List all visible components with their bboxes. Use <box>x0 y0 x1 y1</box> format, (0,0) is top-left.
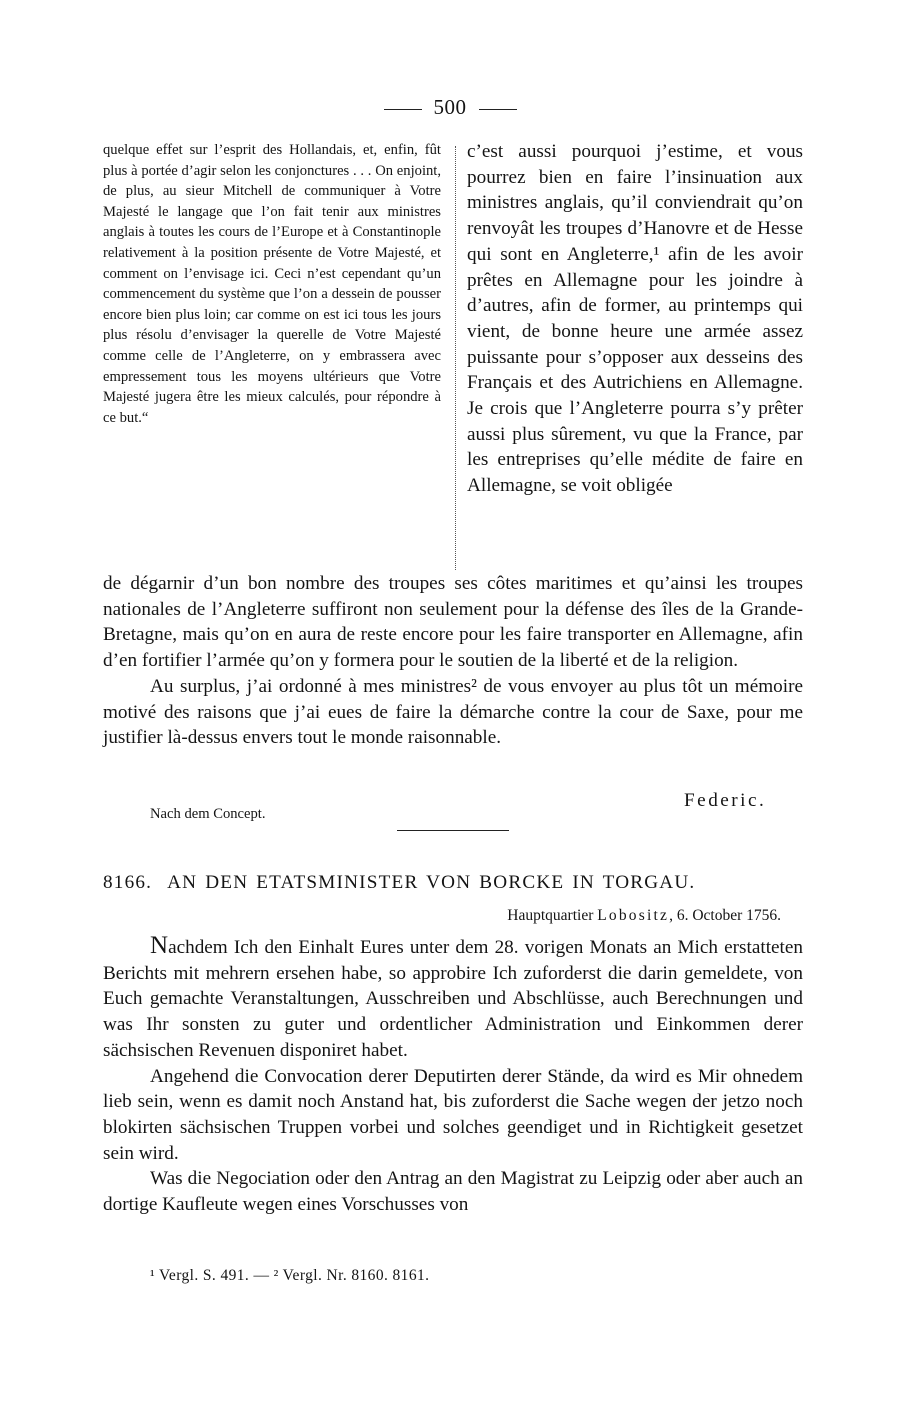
document-paragraph-2: Angehend die Convocation derer Deputirten derer Stände, da wird es Mir ohnedem lieb sein, wenn es damit noch Anstand hat, bis zuforderst die Sache wegen der jetzo noch blokirten sächsischen Truppen vorbei und solches geendiget und in Richtigkeit gesetzet sein wird. <box>103 1065 803 1164</box>
page-number-dash-left <box>384 109 422 110</box>
page-number-text: 500 <box>433 95 467 119</box>
document-heading <box>103 872 803 894</box>
letter-paragraph-2: Au surplus, j’ai ordonné à mes ministres² de vous envoyer au plus tôt un mémoire motivé des raisons que j’ai eues de faire la démarche contre la cour de Saxe, pour me justifier là-dessus envers tout le monde raisonnable. <box>103 675 803 749</box>
letter-continuation-text: de dégarnir d’un bon nombre des troupes ses côtes maritimes et qu’ainsi les troupes nationales de l’Angleterre suffiront non seulement pour la défense des îles de la Grande-Bretagne, mais qu’on en aura de reste encore pour les faire transporter en Allemagne, afin d’en fortifier l’armée qu’on y formera pour le soutien de la liberté et de la religion. <box>103 573 803 672</box>
left-column-text: quelque effet sur l’esprit des Hollandais, et, enfin, fût plus à portée d’agir selon les conjonctures . . . On enjoint, de plus, au sieur Mitchell de communiquer à Votre Majesté le langage que l’on fait tenir aux ministres anglais à toutes les cours de l’Europe et à Constantinople relativement à la position présente de Votre Majesté, et comment on l’envisage ici. Ceci n’est cependant qu’un commencement du système que l’on a dessein de pousser encore bien plus loin; car comme on est ici tous les jours plus résolu d’envisager la querelle de Votre Majesté comme celle de l’Angleterre, on y embrassera avec empressement tous les moyens ultérieurs que Votre Majesté jugera être les mieux calculés, pour répondre à ce but.“ <box>103 142 441 426</box>
page-number-dash-right <box>479 109 517 110</box>
document-body <box>103 933 803 1218</box>
signature: Federic. <box>684 790 767 811</box>
document-paragraph-1 <box>103 933 803 1064</box>
document-title: AN DEN ETATSMINISTER VON BORCKE IN TORGAU. <box>167 872 696 893</box>
document-paragraph-1-text: achdem Ich den Einhalt Eures unter dem 28. vorigen Monats an Mich erstatteten Berichts mit mehrern ersehen habe, so approbire Ich zuforderst die darin gemeldete, von Euch gemachte Veranstaltungen, Ausschreiben und Abschlüsse, auch Berechnungen und was Ihr sonsten zu guter und ordentlicher Administration und Einkommen derer sächsischen Revenuen disponiret habet. <box>103 937 803 1061</box>
drop-initial: N <box>150 932 169 959</box>
letter-continuation <box>103 571 803 751</box>
right-column-letter <box>467 139 803 499</box>
source-note: Nach dem Concept. <box>150 806 266 822</box>
dateline-suffix: , 6. October 1756. <box>669 907 781 924</box>
page-number <box>0 95 900 120</box>
footnotes: ¹ Vergl. S. 491. — ² Vergl. Nr. 8160. 8161. <box>150 1267 430 1284</box>
section-separator <box>397 830 509 831</box>
document-paragraph-3: Was die Negociation oder den Antrag an den Magistrat zu Leipzig oder aber auch an dortige Kaufleute wegen eines Vorschusses von <box>103 1168 803 1216</box>
dateline-prefix: Hauptquartier <box>507 907 598 924</box>
document-number: 8166. <box>103 872 153 893</box>
right-column-text: c’est aussi pourquoi j’estime, et vous pourrez bien en faire l’insinuation aux ministres anglais, qu’il conviendrait qu’on renvoyât les troupes d’Hanovre et de Hesse qui sont en Angleterre,¹ afin de les avoir prêtes en Allemagne pour les joindre à d’autres, afin de former, au printemps qui vient, de bonne heure une armée assez puissante pour s’opposer aux desseins des Français et des Autrichiens en Allemagne. Je crois que l’Angleterre pourra s’y prêter aussi plus sûrement, vu que la France, par les entreprises qu’elle médite de faire en Allemagne, se voit obligée <box>467 141 803 497</box>
document-dateline <box>103 907 781 925</box>
left-column-quote <box>103 140 441 428</box>
column-divider <box>455 146 456 570</box>
dateline-place: Lobositz <box>597 907 670 924</box>
